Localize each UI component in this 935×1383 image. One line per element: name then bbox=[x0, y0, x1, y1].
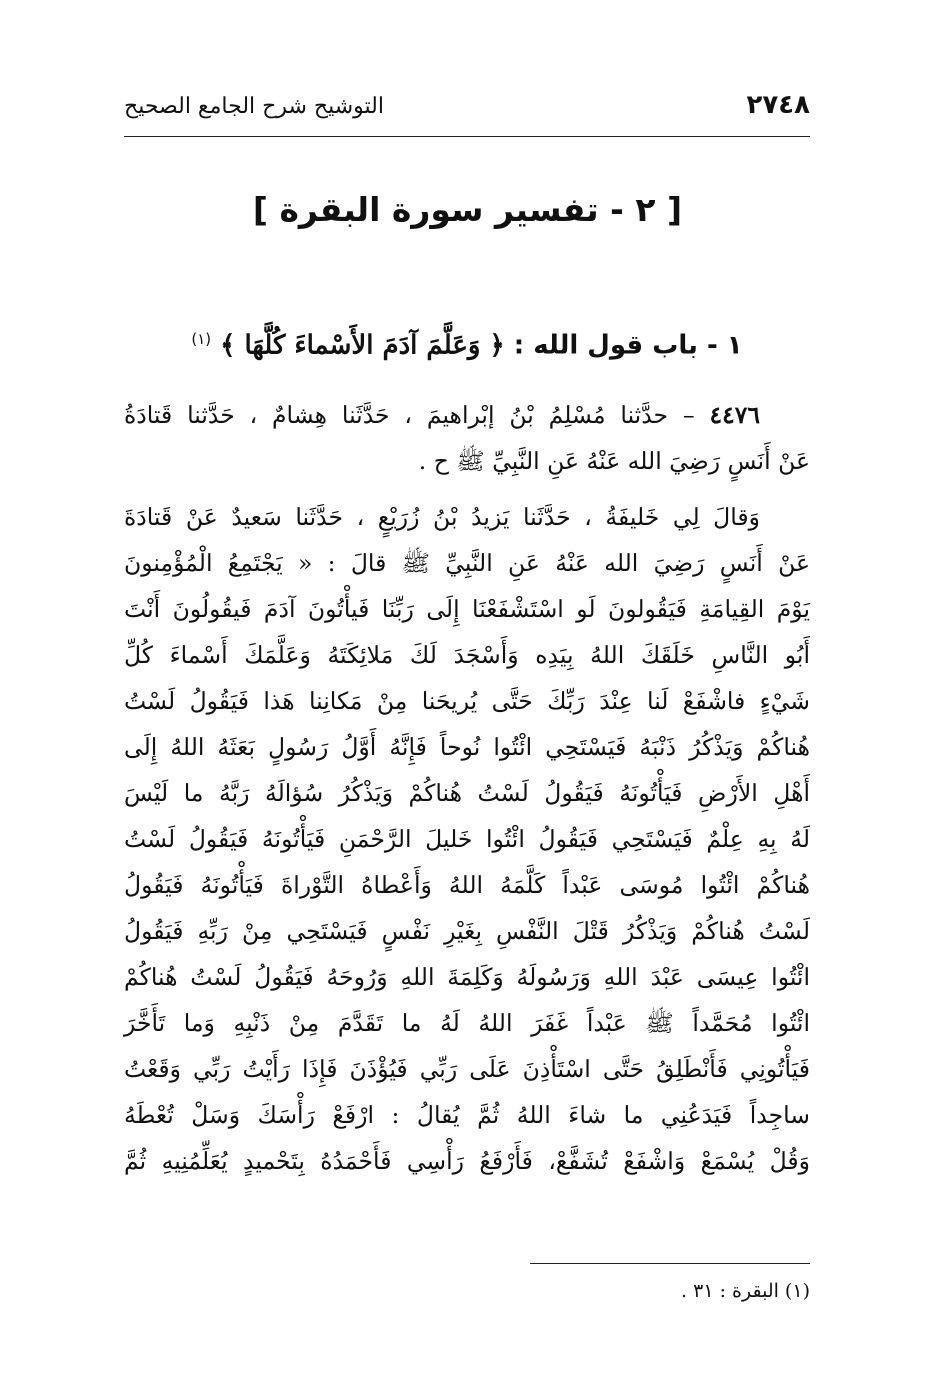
hadith-line: عَنْ أَنَسٍ رَضِيَ الله عَنْهُ عَنِ النَّبِيِّ ﷺ ح . bbox=[418, 447, 810, 475]
hadith-line bbox=[124, 392, 810, 438]
text-line: هُناكُمْ وَيَذْكُرُ ذَنْبَهُ فَيَسْتَحِي ائْتُوا نُوحاً فَإِنَّهُ أَوَّلُ رَسُولٍ بَعَثَهُ اللهُ إِلَى bbox=[124, 733, 810, 761]
hadith-number: ٤٤٧٦ bbox=[709, 401, 760, 429]
page-number: ٢٧٤٨ bbox=[746, 90, 810, 120]
text-line: أَهْلِ الأَرْضِ فَيَأْتُونَهُ فَيَقُولُ لَسْتُ هُناكُمْ وَيَذْكُرُ سُؤالَهُ رَبَّهُ ما لَيْسَ bbox=[124, 779, 810, 807]
footnote: (١) البقرة : ٣١ . bbox=[681, 1280, 810, 1302]
text-line: لَسْتُ هُناكُمْ وَيَذْكُرُ قَتْلَ النَّفْسِ بِغَيْرِ نَفْسٍ فَيَسْتَحِي مِنْ رَبِّهِ فَيَقُولُ bbox=[124, 917, 810, 945]
main-text bbox=[124, 392, 810, 1184]
paragraph-gap bbox=[124, 484, 810, 494]
quran-verse: ﴿ وَعَلَّمَ آدَمَ الأَسْماءَ كُلَّهَا ﴾ bbox=[220, 330, 505, 361]
text-line: وَقُلْ يُسْمَعْ وَاشْفَعْ تُشَفَّعْ، فَأَرْفَعُ رَأْسِي فَأَحْمَدُهُ بِتَحْميدٍ يُعَلِّمُنِيهِ ثُمَّ bbox=[124, 1147, 810, 1175]
header-rule bbox=[124, 136, 810, 137]
text-line: ائْتُوا مُحَمَّداً ﷺ عَبْداً غَفَرَ اللهُ لَهُ ما تَقَدَّمَ مِنْ ذَنْبِهِ وَما تَأَخَّرَ bbox=[124, 1009, 810, 1037]
footnote-ref: (١) bbox=[191, 330, 212, 348]
running-title: التوشيح شرح الجامع الصحيح bbox=[124, 94, 384, 119]
text-line: أَبُو النَّاسِ خَلَقَكَ اللهُ بِيَدِه وَأَسْجَدَ لَكَ مَلائِكَتَهُ وَعَلَّمَكَ أَسْماءَ كُلِّ bbox=[124, 641, 810, 669]
text-line: ائْتُوا عِيسَى عَبْدَ اللهِ وَرَسُولَهُ وَكَلِمَةَ اللهِ وَرُوحَهُ فَيَقُولُ لَسْتُ هُناكُمْ bbox=[124, 963, 810, 991]
text-line: عَنْ أَنَسٍ رَضِيَ الله عَنْهُ عَنِ النَّبِيِّ ﷺ قالَ : « يَجْتَمِعُ الْمُؤْمِنونَ bbox=[124, 549, 810, 577]
bab-heading bbox=[124, 330, 810, 361]
text-line: ساجِداً فَيَدَعُنِي ما شاءَ اللهُ ثُمَّ يُقالُ : ارْفَعْ رَأْسَكَ وَسَلْ تُعْطَهُ bbox=[124, 1101, 810, 1129]
page-header bbox=[124, 86, 810, 136]
text-line: شَيْءٍ فاشْفَعْ لَنا عِنْدَ رَبِّكَ حَتَّى يُريحَنا مِنْ مَكانِنا هَذا فَيَقُولُ لَسْتُ bbox=[124, 687, 810, 715]
bab-prefix: ١ - باب قول الله : bbox=[513, 330, 743, 361]
text-line: يَوْمَ القِيامَةِ فَيَقُولونَ لَو اسْتَشْفَعْنَا إِلَى رَبِّنَا فَيأْتُونَ آدَمَ فَيقُولُونَ أَنْتَ bbox=[124, 595, 810, 623]
text-line: وَقالَ لِي خَليفَةُ ، حَدَّثَنا يَزيدُ بْنُ زُرَيْعٍ ، حَدَّثَنا سَعيدٌ عَنْ قَتادَةَ bbox=[124, 503, 760, 531]
text-line: هُناكُمْ ائْتُوا مُوسَى عَبْداً كَلَّمَهُ اللهُ وَأَعْطاهُ التَّوْراةَ فَيَأْتُونَهُ فَيَقُولُ bbox=[124, 871, 810, 899]
text-line: فَيَأْتُونِي فَأَنْطَلِقُ حَتَّى اسْتَأْذِنَ عَلَى رَبِّي فَيُؤْذَنَ فَإِذَا رَأَيْتُ رَبِّي وَقَعْتُ bbox=[124, 1055, 810, 1083]
hadith-line-text: – حدَّثنا مُسْلِمُ بْنُ إبْراهيمَ ، حَدَّثَنا هِشامٌ ، حَدَّثنا قَتادَةُ bbox=[124, 401, 695, 429]
chapter-title: [ ٢ - تفسير سورة البقرة ] bbox=[252, 190, 683, 229]
text-line: لَهُ بِهِ عِلْمٌ فَيَسْتَحِي فَيَقُولُ ائْتُوا خَليلَ الرَّحْمَنِ فَيَأْتُونَهُ فَيَقُولُ لَسْتُ bbox=[124, 825, 810, 853]
footnote-rule bbox=[530, 1263, 810, 1264]
